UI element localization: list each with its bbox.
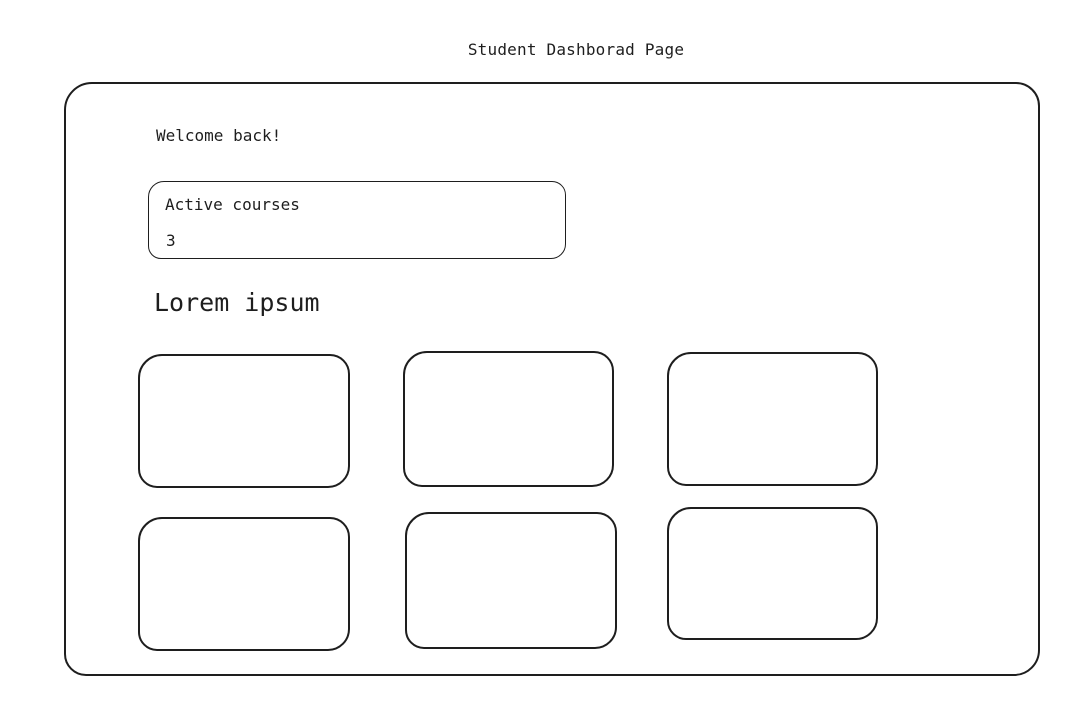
active-courses-label: Active courses: [165, 195, 300, 214]
welcome-text: Welcome back!: [156, 126, 282, 145]
course-card[interactable]: [667, 507, 878, 640]
active-courses-count: 3: [166, 231, 176, 250]
course-card[interactable]: [138, 517, 350, 651]
section-title: Lorem ipsum: [154, 288, 320, 317]
active-courses-card[interactable]: [148, 181, 566, 259]
course-card[interactable]: [405, 512, 617, 649]
course-card[interactable]: [403, 351, 614, 487]
page-caption: Student Dashborad Page: [467, 40, 685, 59]
course-card[interactable]: [667, 352, 878, 486]
course-card[interactable]: [138, 354, 350, 488]
